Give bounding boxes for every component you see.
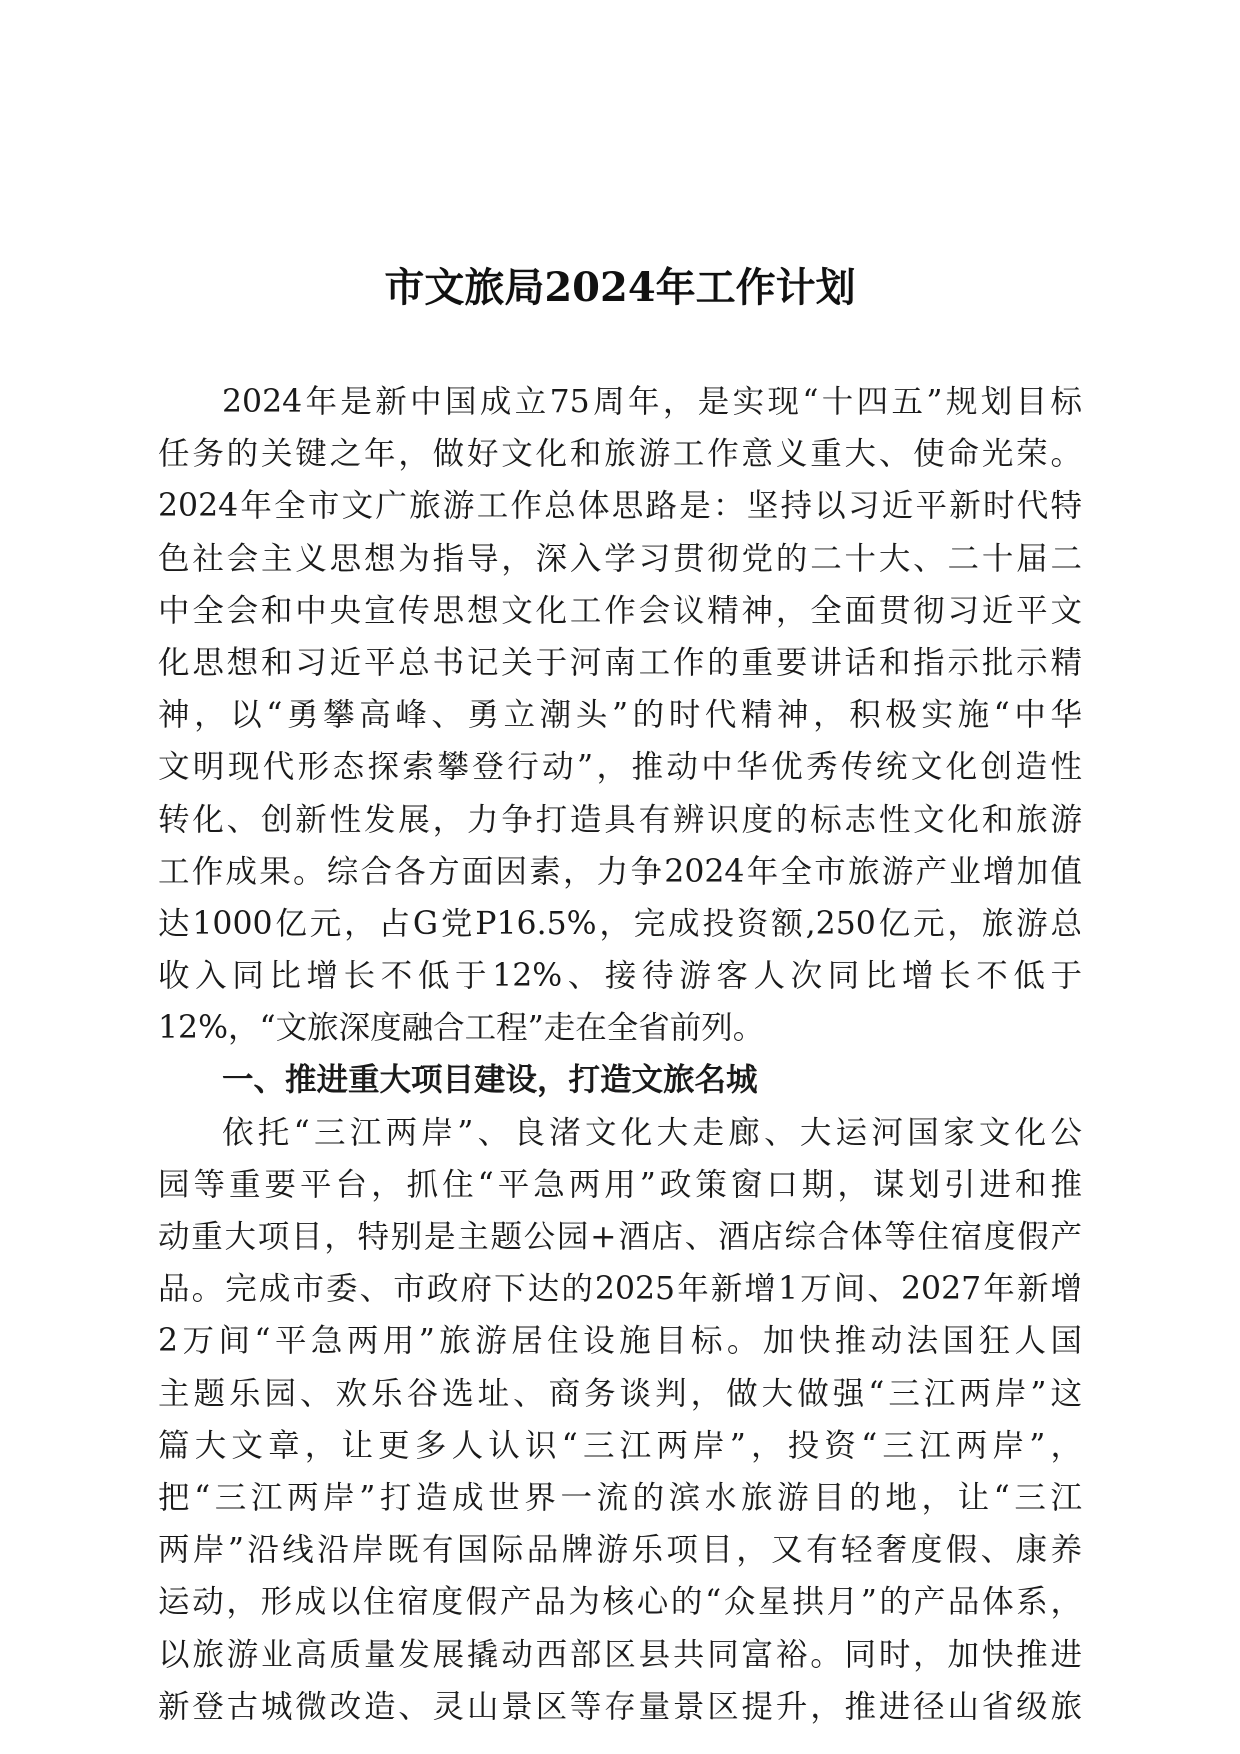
paragraph-section-1 <box>158 1107 1082 1733</box>
section-heading: 一、推进重大项目建设，打造文旅名城 <box>222 1062 758 1099</box>
text-line: 收入同比增长不低于12%、接待游客人次同比增长不低于 <box>158 958 1082 995</box>
text-line: 色社会主义思想为指导，深入学习贯彻党的二十大、二十届二 <box>158 540 1082 577</box>
document-body <box>158 376 1082 1733</box>
text-line: 动重大项目，特别是主题公园+酒店、酒店综合体等住宿度假产 <box>158 1219 1082 1255</box>
text-line: 工作成果。综合各方面因素，力争2024年全市旅游产业增加值 <box>158 853 1082 890</box>
text-line: 园等重要平台，抓住“平急两用”政策窗口期，谋划引进和推 <box>158 1166 1082 1203</box>
text-line: 中全会和中央宣传思想文化工作会议精神，全面贯彻习近平文 <box>158 592 1082 629</box>
text-line: 任务的关键之年，做好文化和旅游工作意义重大、使命光荣。 <box>158 436 1082 473</box>
text-line: 依托“三江两岸”、良渚文化大走廊、大运河国家文化公 <box>222 1114 1082 1151</box>
text-line: 品。完成市委、市政府下达的2025年新增1万间、2027年新增 <box>158 1271 1082 1308</box>
text-line: 化思想和习近平总书记关于河南工作的重要讲话和指示批示精 <box>158 644 1082 681</box>
text-line: 篇大文章，让更多人认识“三江两岸”，投资“三江两岸”， <box>158 1427 1082 1464</box>
text-line: 达1000亿元，占G党P16.5%，完成投资额,250亿元，旅游总 <box>158 905 1082 942</box>
text-line: 文明现代形态探索攀登行动”，推动中华优秀传统文化创造性 <box>158 749 1082 786</box>
text-line: 2024年是新中国成立75周年，是实现“十四五”规划目标 <box>222 384 1082 420</box>
text-line: 运动，形成以住宿度假产品为核心的“众星拱月”的产品体系， <box>158 1584 1082 1621</box>
text-line: 把“三江两岸”打造成世界一流的滨水旅游目的地，让“三江 <box>158 1479 1082 1516</box>
text-line: 神，以“勇攀高峰、勇立潮头”的时代精神，积极实施“中华 <box>158 697 1082 734</box>
text-line: 12%，“文旅深度融合工程”走在全省前列。 <box>158 1010 765 1047</box>
text-line: 两岸”沿线沿岸既有国际品牌游乐项目，又有轻奢度假、康养 <box>158 1532 1082 1569</box>
paragraph-intro <box>158 376 1082 1054</box>
text-line: 2024年全市文广旅游工作总体思路是：坚持以习近平新时代特 <box>158 488 1082 525</box>
text-line: 新登古城微改造、灵山景区等存量景区提升，推进径山省级旅 <box>158 1688 1082 1725</box>
text-line: 转化、创新性发展，力争打造具有辨识度的标志性文化和旅游 <box>158 801 1082 838</box>
text-line: 以旅游业高质量发展撬动西部区县共同富裕。同时，加快推进 <box>158 1636 1082 1673</box>
text-line: 主题乐园、欢乐谷选址、商务谈判，做大做强“三江两岸”这 <box>158 1375 1082 1412</box>
document-title: 市文旅局2024年工作计划 <box>384 264 856 311</box>
text-line: 2万间“平急两用”旅游居住设施目标。加快推动法国狂人国 <box>158 1323 1082 1360</box>
